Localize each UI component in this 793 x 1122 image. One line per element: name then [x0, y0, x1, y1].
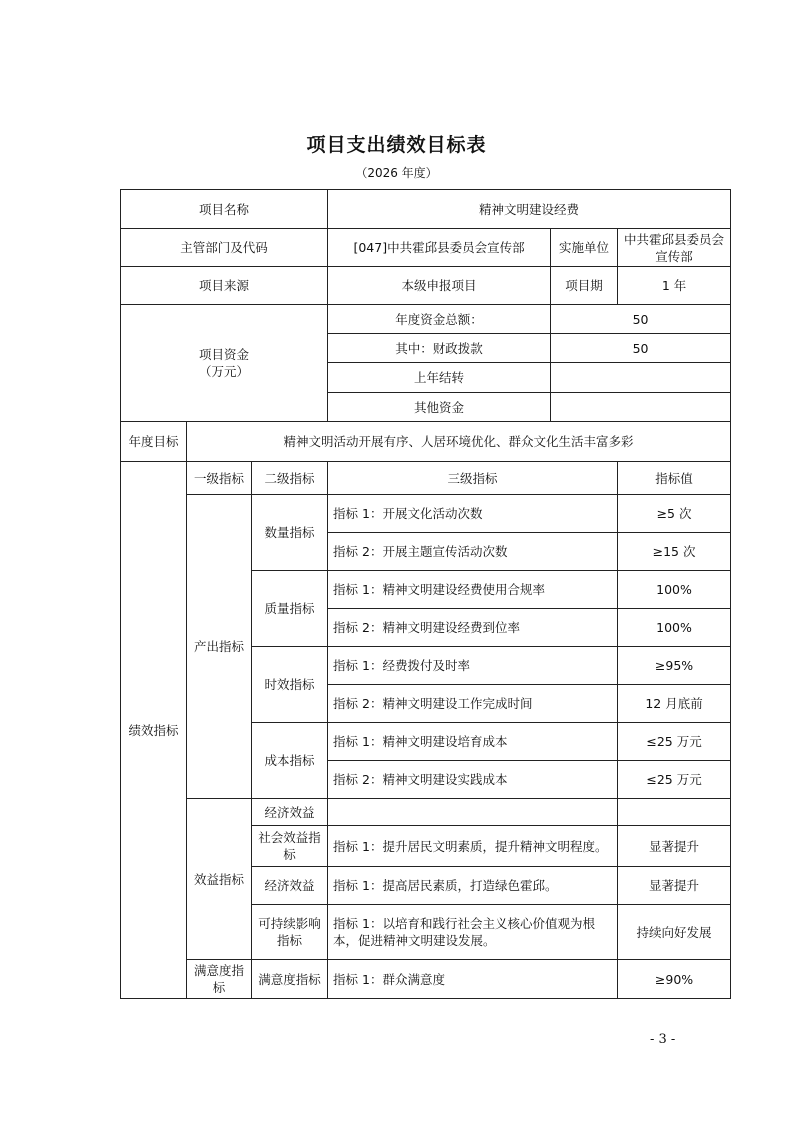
project-name-value: 精神文明建设经费: [328, 190, 731, 229]
benefit-indicator-label: 效益指标: [187, 799, 252, 960]
indicator-value: 显著提升: [618, 867, 731, 905]
indicator-value: ≥90%: [618, 960, 731, 999]
funds-total-value: 50: [551, 305, 731, 334]
indicator-name: [328, 799, 618, 826]
col-level1-header: 一级指标: [187, 462, 252, 495]
indicator-value: 显著提升: [618, 826, 731, 867]
satisfaction-level2-label: 满意度指标: [252, 960, 328, 999]
page-number: - 3 -: [650, 1032, 676, 1047]
project-period-label: 项目期: [551, 267, 618, 305]
annual-goal-label: 年度目标: [121, 422, 187, 462]
timeliness-indicator-label: 时效指标: [252, 647, 328, 723]
funds-fiscal-value: 50: [551, 334, 731, 363]
funds-total-label: 年度资金总额：: [328, 305, 551, 334]
indicator-name: 指标 1：精神文明建设经费使用合规率: [328, 571, 618, 609]
indicator-name: 指标 2：精神文明建设实践成本: [328, 761, 618, 799]
indicator-name: 指标 2：开展主题宣传活动次数: [328, 533, 618, 571]
funds-fiscal-label: 其中：财政拨款: [328, 334, 551, 363]
indicator-name: 指标 2：精神文明建设经费到位率: [328, 609, 618, 647]
cost-indicator-label: 成本指标: [252, 723, 328, 799]
indicators-section-label: 绩效指标: [121, 462, 187, 999]
col-level3-header: 三级指标: [328, 462, 618, 495]
dept-value: [047]中共霍邱县委员会宣传部: [328, 229, 551, 267]
year-label: （2026 年度）: [355, 166, 438, 180]
indicator-name: 指标 1：精神文明建设培育成本: [328, 723, 618, 761]
impl-unit-value: 中共霍邱县委员会宣传部: [618, 229, 731, 267]
page-title: 项目支出绩效目标表: [306, 134, 487, 156]
indicator-name: 指标 1：经费拨付及时率: [328, 647, 618, 685]
benefit-level2-label: 可持续影响指标: [252, 905, 328, 960]
indicator-name: 指标 1：开展文化活动次数: [328, 495, 618, 533]
indicator-name: 指标 2：精神文明建设工作完成时间: [328, 685, 618, 723]
project-name-label: 项目名称: [121, 190, 328, 229]
quality-indicator-label: 质量指标: [252, 571, 328, 647]
funds-carryover-label: 上年结转: [328, 363, 551, 393]
indicator-value: ≤25 万元: [618, 761, 731, 799]
indicator-value: ≥95%: [618, 647, 731, 685]
benefit-level2-label: 社会效益指标: [252, 826, 328, 867]
indicator-name: 指标 1：以培育和践行社会主义核心价值观为根本，促进精神文明建设发展。: [328, 905, 618, 960]
indicator-value: 100%: [618, 609, 731, 647]
indicator-value: 12 月底前: [618, 685, 731, 723]
funds-carryover-value: [551, 363, 731, 393]
indicator-value: ≤25 万元: [618, 723, 731, 761]
dept-label: 主管部门及代码: [121, 229, 328, 267]
satisfaction-indicator-label: 满意度指标: [187, 960, 252, 999]
indicator-name: 指标 1：群众满意度: [328, 960, 618, 999]
col-value-header: 指标值: [618, 462, 731, 495]
quantity-indicator-label: 数量指标: [252, 495, 328, 571]
output-indicator-label: 产出指标: [187, 495, 252, 799]
indicator-value: 100%: [618, 571, 731, 609]
performance-target-table: [120, 189, 731, 999]
project-source-label: 项目来源: [121, 267, 328, 305]
col-level2-header: 二级指标: [252, 462, 328, 495]
funds-label: 项目资金 （万元）: [121, 305, 328, 422]
indicator-value: ≥15 次: [618, 533, 731, 571]
impl-unit-label: 实施单位: [551, 229, 618, 267]
indicator-value: ≥5 次: [618, 495, 731, 533]
benefit-level2-label: 经济效益: [252, 799, 328, 826]
benefit-level2-label: 经济效益: [252, 867, 328, 905]
indicator-name: 指标 1：提高居民素质，打造绿色霍邱。: [328, 867, 618, 905]
annual-goal-text: 精神文明活动开展有序、人居环境优化、群众文化生活丰富多彩: [187, 422, 731, 462]
indicator-value: [618, 799, 731, 826]
project-period-value: 1 年: [618, 267, 731, 305]
indicator-name: 指标 1：提升居民文明素质，提升精神文明程度。: [328, 826, 618, 867]
project-source-value: 本级申报项目: [328, 267, 551, 305]
funds-other-value: [551, 393, 731, 422]
funds-other-label: 其他资金: [328, 393, 551, 422]
indicator-value: 持续向好发展: [618, 905, 731, 960]
